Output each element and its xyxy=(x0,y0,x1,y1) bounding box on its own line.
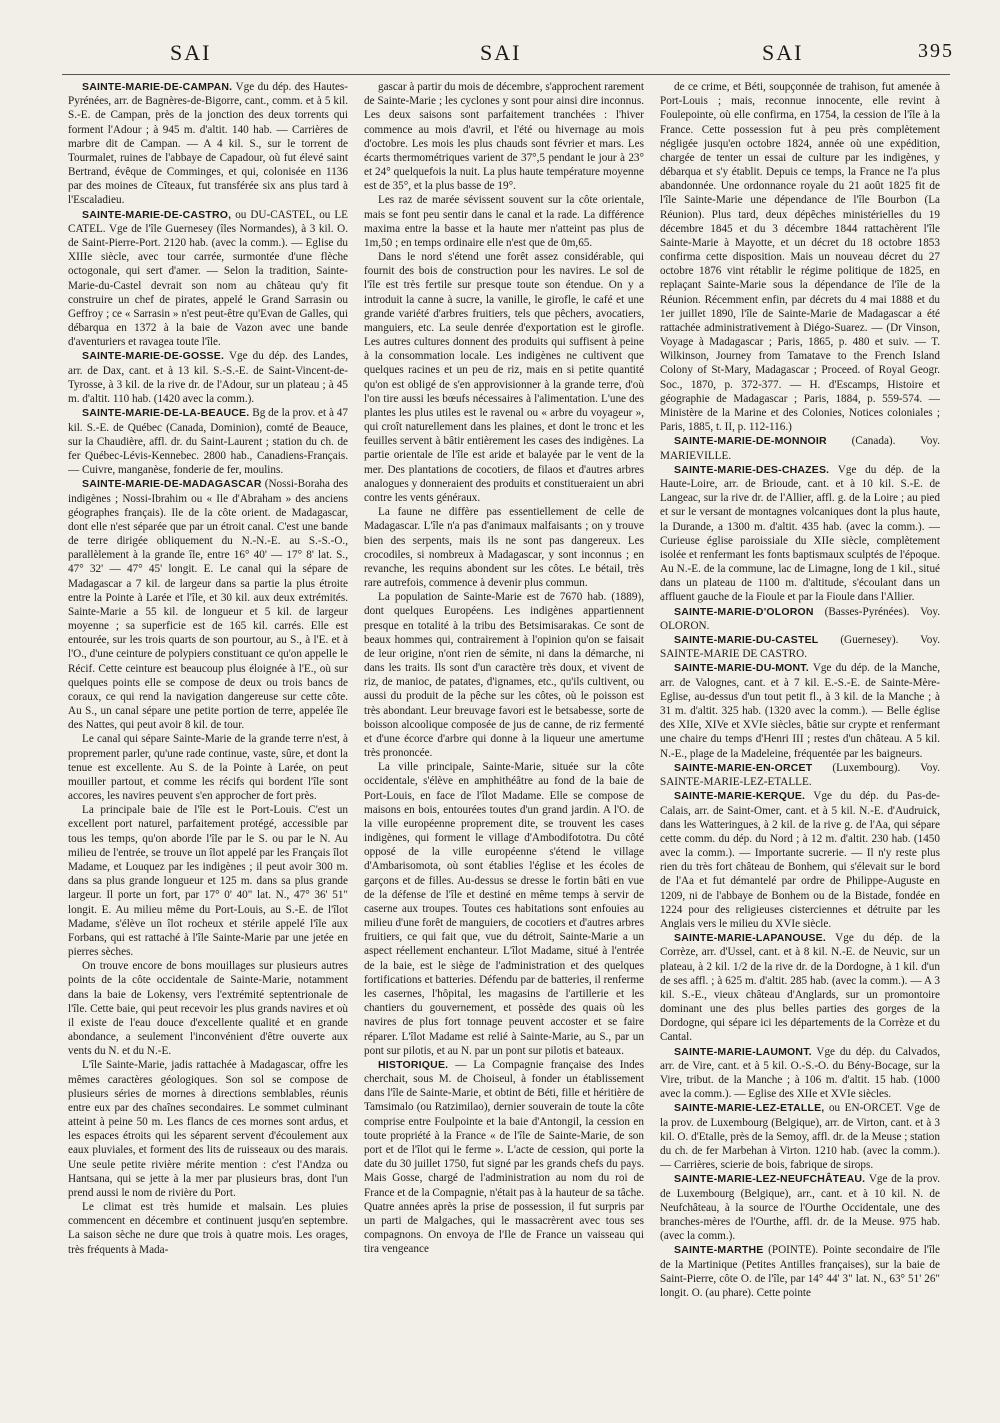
dictionary-entry xyxy=(660,931,940,1044)
header-rule xyxy=(62,74,950,75)
entry-text: Vge du dép. de la Haute-Loire, arr. de Brioude, cant. et à 10 kil. S.-E. de Langeac, sur la rive dr. de l'Allier, affl. g. de la Loire ; au pied et sur le versant de montagnes volcaniques dont la plus haute, la Durande, a 1300 m. d'altit. 435 hab. (avec la comm.). — Curieuse église paroissiale du XIIe siècle, complètement isolée et renfermant les fonts baptismaux sculptés de l'époque. Au N.-E. de la commune, lac de Limagne, long de 1 kil., situé dans un plateau de 1100 m. d'altitude, s'écoulant dans un affluent gauche de la Fioule et par la Fioule dans l'Allier. xyxy=(660,463,940,604)
entry-text: — La Compagnie française des Indes cherchait, sous M. de Choiseul, à fonder un établissement dans l'île de Sainte-Marie, et obtint de Béti, fille et héritière de Tamsimalo (ou Ratzimilao), dernier souverain de toute la côte comprise entre Foulpointe et la baie d'Antongil, la cession en toute propriété à la France « de l'île de Sainte-Marie, de son port et de l'îlot qui le ferme ». L'acte de cession, qui porte la date du 30 juillet 1750, fut signé par les grands chefs du pays. Mais Gosse, chargé de l'administration au nom du roi de France et de la Compagnie, n'était pas à la hauteur de sa tâche. Quatre années après la prise de possession, il fut surpris par un parti de Malgaches, qui le massacrèrent avec tous ses compagnons. On envoya de l'Ile de France un vaisseau qui tira vengeance xyxy=(364,1058,644,1256)
entry-headword: SAINTE-MARTHE xyxy=(674,1244,764,1257)
entry-text: (POINTE). Pointe secondaire de l'île de la Martinique (Petites Antilles françaises), sur la baie de Saint-Pierre, côte O. de l'île, par 14° 44' 3" lat. N., 63° 51' 26" longit. O. (au phare). Cette pointe xyxy=(660,1244,940,1299)
entry-headword: SAINTE-MARIE-KERQUE. xyxy=(674,790,806,803)
dictionary-entry xyxy=(660,1045,940,1102)
entry-text: (Canada). Voy. MARIEVILLE. xyxy=(660,435,940,462)
entry-text: (Basses-Pyrénées). Voy. OLORON. xyxy=(660,605,940,632)
entry-paragraph xyxy=(68,959,348,1058)
entry-text: Vge du dép. des Hautes-Pyrénées, arr. de Bagnères-de-Bigorre, cant., comm. et à 5 kil. S.-E. de Campan, près de la jonction des deux torrents qui forment l'Adour ; à 945 m. d'altit. 140 hab. — Carrières de marbre dit de Campan. — A 4 kil. S., sur le torrent de Tourmalet, ruines de l'abbaye de Capadour, où fut élevé saint Bertrand, évêque de Comminges, et qui, colonisée en 1136 par des moines de Cîteaux, fut transférée six ans plus tard à l'Escaladieu. xyxy=(68,81,348,207)
entry-headword: SAINTE-MARIE-LAPANOUSE. xyxy=(674,932,826,945)
entry-text: Vge du dép. du Calvados, arr. de Vire, cant. et à 5 kil. O.-S.-O. du Bény-Bocage, sur la Vire, tribut. de la Manche ; à 106 m. d'altit. 15 hab. (1000 avec la comm.). — Eglise des XIIe et XVIe siècles. xyxy=(660,1045,940,1101)
entry-headword: SAINTE-MARIE-DE-LA-BEAUCE. xyxy=(82,407,250,420)
entry-paragraph xyxy=(660,80,940,434)
entry-text: (Guernesey). Voy. SAINTE-MARIE DE CASTRO. xyxy=(660,634,940,661)
dictionary-entry xyxy=(364,1058,644,1257)
page-number: 395 xyxy=(918,40,954,62)
text-column-3 xyxy=(660,80,940,1400)
entry-text: gascar à partir du mois de décembre, s'approchent rarement de Sainte-Marie ; les cyclones y sont pour ainsi dire inconnus. Les deux saisons sont parfaitement tranchées : l'hiver commence au mois d'avril, et l'été ou hivernage au mois d'octobre. Les mois les plus chauds sont février et mars. Les écarts thermométriques varient de 37°,5 pendant le jour à 23° et 24° quelquefois la nuit. La plus haute température moyenne est de 35°, et la plus basse de 19°. xyxy=(364,81,644,193)
entry-headword: SAINTE-MARIE-LEZ-NEUFCHÂTEAU. xyxy=(674,1173,866,1186)
entry-text: Vge du dép. de la Manche, arr. de Valognes, cant. et à 7 kil. E.-S.-E. de Sainte-Mère-Eglise, au-dessus d'un tout petit fl., à 3 kil. de la Manche ; à 31 m. d'altit. 325 hab. (1320 avec la comm.). — Belle église des XIIe, XIVe et XVIe siècles, bâtie sur crypte et renfermant une chaire du temps d'Henri III ; restes d'un château. A 5 kil. N.-E., plage de la Madeleine, fréquentée par les baigneurs. xyxy=(660,662,940,760)
running-head-left: SAI xyxy=(170,40,212,65)
entry-text: Le canal qui sépare Sainte-Marie de la grande terre n'est, à proprement parler, qu'une rade continue, vaste, sûre, et dont la tenue est excellente. Au S. de la Pointe à Larée, on peut mouiller partout, et comme les récifs qui bordent l'île sont accores, les navires peuvent s'en approcher de fort près. xyxy=(68,733,348,803)
entry-headword: SAINTE-MARIE-DE-MADAGASCAR xyxy=(82,478,262,491)
dictionary-entry xyxy=(660,633,940,661)
entry-headword: SAINTE-MARIE-DE-GOSSE. xyxy=(82,350,225,363)
entry-text: Le climat est très humide et malsain. Les pluies commencent en décembre et continuent jusqu'en septembre. La saison sèche ne dure que trois à quatre mois. Les orages, très fréquents à Mada- xyxy=(68,1201,348,1256)
entry-headword: HISTORIQUE. xyxy=(378,1058,449,1071)
dictionary-entry xyxy=(68,406,348,477)
entry-headword: SAINTE-MARIE-LAUMONT. xyxy=(674,1045,812,1058)
entry-text: ou EN-ORCET. Vge de la prov. de Luxembourg (Belgique), arr. de Virton, cant. et à 3 kil. O. d'Etalle, près de la Semoy, affl. dr. de la Meuse ; station du ch. de fer Marbehan à Virton. 1210 hab. (avec la comm.). — Carrières, scierie de bois, fabrique de sirops. xyxy=(660,1102,940,1172)
dictionary-entry xyxy=(68,349,348,406)
entry-paragraph xyxy=(364,590,644,760)
dictionary-entry xyxy=(660,463,940,605)
entry-text: Dans le nord s'étend une forêt assez considérable, qui fournit des bois de construction pour les navires. Le sol de l'île est très fertile sur presque toute son étendue. On y a introduit la canne à sucre, la vanille, le girofle, le café et une grande variété d'arbres fruitiers, tels que pêchers, avocatiers, manguiers, etc. La seule denrée d'exportation est le girofle. Les autres cultures donnent des produits qui suffisent à peine à la consommation locale. Les indigènes ne cultivent que quelques racines et un peu de riz, mais en si petite quantité qu'on est obligé de s'en approvisionner à la grande terre, d'où l'on tire aussi les bœufs nécessaires à l'alimentation. L'une des plantes les plus utiles est le ravenal ou « arbre du voyageur », qui croît naturellement dans les plaines, et dont le tronc et les feuilles servent à bâtir entièrement les cases des indigènes. La partie orientale de l'île est aride et balayée par le vent de la mer. Des plantations de cocotiers, de filaos et d'autres arbres analogues y donneraient des produits et constitueraient un abri contre les vents généraux. xyxy=(364,251,644,504)
running-head-center: SAI xyxy=(480,40,522,65)
dictionary-entry xyxy=(68,477,348,732)
entry-headword: SAINTE-MARIE-DE-MONNOIR xyxy=(674,435,827,448)
entry-paragraph xyxy=(364,250,644,505)
entry-text: Vge de la prov. de Luxembourg (Belgique), arr., cant. et à 10 kil. N. de Neufchâteau, à la source de l'Ourthe Occidentale, une des branches-mères de l'Ourthe, affl. dr. de la Meuse. 975 hab. (avec la comm.). xyxy=(660,1173,940,1243)
entry-paragraph xyxy=(68,1058,348,1200)
entry-headword: SAINTE-MARIE-D'OLORON xyxy=(674,605,814,618)
entry-headword: SAINTE-MARIE-LEZ-ETALLE, xyxy=(674,1102,825,1115)
entry-text: (Luxembourg). Voy. SAINTE-MARIE-LEZ-ETALLE. xyxy=(660,761,940,789)
dictionary-entry xyxy=(660,789,940,931)
dictionary-entry xyxy=(660,1172,940,1243)
dictionary-entry xyxy=(660,661,940,760)
entry-headword: SAINTE-MARIE-DU-CASTEL xyxy=(674,634,819,647)
entry-text: Vge du dép. du Pas-de-Calais, arr. de Saint-Omer, cant. et à 5 kil. N.-E. d'Audruick, dans les Watteringues, à 2 kil. de la rive g. de l'Aa, qui sépare cette comm. du dép. du Nord ; à 12 m. d'altit. 230 hab. (1450 avec la comm.). — Importante sucrerie. — Il n'y reste plus rien du très fort château de Bonhem, qui s'élevait sur le bord de l'Aa et fut démantelé par ordre de Philippe-Auguste en 1209, ni de l'abbaye de Bonhem ou de la Bistade, fondée en 1224 pour des religieuses cisterciennes et détruite par les Anglais vers le milieu du XVIe siècle. xyxy=(660,790,940,930)
entry-headword: SAINTE-MARIE-EN-ORCET xyxy=(674,761,813,774)
entry-headword: SAINTE-MARIE-DES-CHAZES. xyxy=(674,463,830,476)
dictionary-entry xyxy=(660,1101,940,1172)
entry-text: La principale baie de l'île est le Port-Louis. C'est un excellent port naturel, parfaitement protégé, accessible par tous les temps, qu'on aborde l'île par le S. ou par le N. Au milieu de l'entrée, se trouve un îlot appelé par les Français îlot Madame, et Louquez par les indigènes ; il peut avoir 300 m. dans sa plus grande longueur et 125 m. dans sa plus grande largeur. Il porte un fort, par 17° 0' 40" lat. N., 47° 36' 51" longit. E. Au milieu même du Port-Louis, au S.-E. de l'îlot Madame, s'élève un îlot rocheux et stérile appelé l'île aux Forbans, qui est rattaché à l'île Sainte-Marie par une jetée en pierres sèches. xyxy=(68,804,348,959)
entry-text: Vge du dép. de la Corrèze, arr. d'Ussel, cant. et à 8 kil. N.-E. de Neuvic, sur un plateau, à 2 kil. 1/2 de la rive dr. de la Dordogne, à 1 kil. d'un de ses affl. ; à 625 m. d'altit. 285 hab. (avec la comm.). — A 3 kil. S.-E., vieux château d'Anglards, sur un promontoire dominant une des plus belles parties des gorges de la Dordogne, qui sépare ici les départements de la Corrèze et du Cantal. xyxy=(660,932,940,1044)
entry-paragraph xyxy=(364,193,644,250)
entry-headword: SAINTE-MARIE-DE-CASTRO, xyxy=(82,208,232,221)
entry-paragraph xyxy=(364,760,644,1058)
running-head-right: SAI xyxy=(762,40,804,65)
entry-paragraph xyxy=(68,732,348,803)
entry-text: La population de Sainte-Marie est de 7670 hab. (1889), dont quelques Européens. Les indigènes appartiennent presque en totalité à la tribu des Betsimisarakas. Ce sont de beaux hommes qui, contrairement à l'opinion qu'on se faisait de leur origine, n'ont rien de sémite, ni dans la démarche, ni dans les traits. Ils sont d'un caractère très doux, et vivent de riz, de manioc, de patates, d'ignames, etc., qu'ils cultivent, ou aussi du produit de la pêche sur les côtes, où le poisson est très abondant. Leur breuvage favori est le betsabesse, sorte de boisson alcoolique composée de jus de canne, de riz fermenté et d'une écorce d'arbre qui donne à la liqueur une amertume très prononcée. xyxy=(364,591,644,760)
entry-text: On trouve encore de bons mouillages sur plusieurs autres points de la côte occidentale de Sainte-Marie, notamment dans la baie de Lokensy, vers l'extrémité septentrionale de l'île. Cette baie, qui peut recevoir les plus grands navires et où il existe de l'eau douce d'excellente qualité et en grande abondance, a seulement l'inconvénient d'être ouverte aux vents du N. et du N.-E. xyxy=(68,960,348,1058)
entry-text: Vge du dép. des Landes, arr. de Dax, cant. et à 13 kil. S.-S.-E. de Saint-Vincent-de-Tyrosse, à 3 kil. de la rive dr. de l'Adour, sur un plateau ; à 45 m. d'altit. 110 hab. (1420 avec la comm.). xyxy=(68,350,348,406)
entry-paragraph xyxy=(364,80,644,193)
dictionary-entry xyxy=(68,208,348,350)
entry-text: de ce crime, et Béti, soupçonnée de trahison, fut amenée à Port-Louis ; mais, reconnue innocente, elle revint à Foulepointe, où elle confirma, en 1754, la cession de l'île à la France. Cette possession fut à peu près complètement négligée jusqu'en octobre 1824, année où une expédition, chargée de tenter un essai de culture par les indigènes, y débarqua et s'y établit. Depuis ce temps, la France ne l'a plus abandonnée. Une ordonnance royale du 21 août 1825 fit de l'île Sainte-Marie une dépendance de l'île Bourbon (La Réunion). Plus tard, deux dépêches ministérielles du 19 décembre 1845 et du 3 décembre 1844 rattachèrent l'île Sainte-Marie à Mayotte, et un décret du 18 octobre 1853 confirma cette disposition. Mais un nouveau décret du 27 octobre 1876 vint rétablir le régime politique de 1825, en replaçant Sainte-Marie sous la dépendance de l'île de la Réunion. Récemment enfin, par décrets du 4 mai 1888 et du 1er juillet 1890, l'île de Sainte-Marie de Madagascar a été rattachée administrativement à Diégo-Suarez. — (Dr Vinson, Voyage à Madagascar ; Paris, 1865, p. 480 et suiv. — T. Wilkinson, Journey from Tamatave to the French Island Colony of St-Mary, Madagascar ; Proceed. of Royal Geogr. Soc., 1870, p. 372-377. — H. d'Escamps, Histoire et géographie de Madagascar ; Paris, 1884, p. 559-574. — Ministère de la Marine et des Colonies, Notices coloniales ; Paris, 1885, t. II, p. 112-116.) xyxy=(660,81,940,434)
entry-text: La faune ne diffère pas essentiellement de celle de Madagascar. L'île n'a pas d'animaux malfaisants ; on y trouve bien des serpents, mais ils ne sont pas dangereux. Les crocodiles, si nombreux à Madagascar, y sont inconnus ; en revanche, les requins abondent sur les côtes. Le bétail, très rare autrefois, commence à devenir plus commun. xyxy=(364,506,644,590)
entry-text: L'île Sainte-Marie, jadis rattachée à Madagascar, offre les mêmes caractères géologiques. Son sol se compose de plusieurs séries de mornes à directions semblables, réunis entre eux par des chaînes secondaires. Le sommet culminant atteint à peine 50 m. Les flancs de ces mornes sont ardus, et les espaces étroits qui les séparent servent d'écoulement aux eaux pluviales, et forment des lits de ruisseaux ou des marais. Une seule petite rivière mérite mention : c'est l'Andza ou Hantsana, qui se jette à la mer par plusieurs bras, dont l'un prend aussi le nom de rivière du Port. xyxy=(68,1059,348,1199)
dictionary-entry xyxy=(660,1243,940,1300)
dictionary-entry xyxy=(660,605,940,633)
text-column-1 xyxy=(68,80,348,1400)
entry-text: Les raz de marée sévissent souvent sur la côte orientale, mais se font peu sentir dans le canal et la rade. La différence maxima entre la basse et la haute mer n'atteint pas plus de 1m,50 ; en temps ordinaire elle n'est que de 0m,65. xyxy=(364,194,644,249)
entry-headword: SAINTE-MARIE-DE-CAMPAN. xyxy=(82,81,233,93)
entry-text: Bg de la prov. et à 47 kil. S.-E. de Québec (Canada, Dominion), comté de Beauce, sur la Chaudière, affl. dr. du Saint-Laurent ; station du ch. de fer Québec-Lévis-Kennebec. 2800 hab., Canadiens-Français. — Cuivre, manganèse, fonderie de fer, moulins. xyxy=(68,407,348,477)
dictionary-entry xyxy=(660,761,940,789)
entry-paragraph xyxy=(68,803,348,959)
entry-text: La ville principale, Sainte-Marie, située sur la côte occidentale, s'élève en amphithéâtre au fond de la baie de Port-Louis, en face de l'îlot Madame. Elle se compose de maisons en bois, entourées toutes d'un grand jardin. A l'O. de la ville européenne proprement dite, se trouvent les cases indigènes, qui forment le village d'Ambodifototra. Du côté opposé de la ville européenne s'étend le village d'Ambarisomota, où sont établies l'église et les écoles de garçons et de filles. Au-dessus se dresse le fortin bâti en vue de la défense de l'île et destiné en même temps à servir de caserne aux troupes. Toutes ces habitations sont enfouies au milieu d'une forêt de manguiers, de cocotiers et d'autres arbres fruitiers, ce qui fait que, vue du détroit, Sainte-Marie a un aspect réellement enchanteur. L'îlot Madame, situé à l'entrée de la baie, est le siège de l'administration et des quelques fortifications et batteries. Défendu par de batteries, il renferme les casernes, l'hôpital, les magasins de l'artillerie et les chantiers du gouvernement, et possède des quais où les navires de plus fort tonnage peuvent accoster et se faire réparer. L'îlot Madame est relié à Sainte-Marie, au S., par un pont sur pilotis, et au N. par un pont sur pilotis et bateaux. xyxy=(364,761,644,1057)
entry-paragraph xyxy=(68,1200,348,1257)
dictionary-entry xyxy=(68,80,348,208)
entry-text: (Nossi-Boraha des indigènes ; Nossi-Ibrahim ou « Ile d'Abraham » des anciens géographes français). Ile de la côte orient. de Madagascar, dont elle n'est séparée que par un étroit canal. C'est une bande de terre dirigée obliquement du N.-N.-E. au S.-S.-O., parallèlement à la grande île, entre 16° 40' — 17° 8' lat. S., 47° 32' — 47° 45' longit. E. Le canal qui la sépare de Madagascar a 7 kil. de largeur dans sa partie la plus étroite entre la Pointe à Larée et l'île, et 30 kil. aux deux extrémités. Sainte-Marie a 55 kil. de longueur et 5 kil. de largeur moyenne ; sa superficie est de 165 kil. carrés. Elle est entourée, sur les trois quarts de son pourtour, au S., à l'E. et à l'O., d'une ceinture de polypiers constituant ce qu'on appelle le Récif. Cette ceinture est beaucoup plus éloignée à l'E., où sur quelques points elle se compose de deux ou trois bancs de coraux, ce qui rend la navigation dangereuse sur cette côte. Au S., un canal sépare une petite portion de terre, appelée île des Nattes, qui peut avoir 8 kil. de tour. xyxy=(68,478,348,732)
dictionary-entry xyxy=(660,434,940,462)
entry-text: ou DU-CASTEL, ou LE CATEL. Vge de l'île Guernesey (îles Normandes), à 3 kil. O. de Saint-Pierre-Port. 2120 hab. (avec la comm.). — Eglise du XIIIe siècle, avec tour carrée, surmontée d'une flèche octogonale, qui sert d'amer. — Selon la tradition, Sainte-Marie-du-Castel devrait son nom au château qu'y fit construire un chef de pirates, appelé le Grand Sarrasin ou Geffroy ; ce « Sarrasin » n'est peut-être qu'Evan de Galles, qui débarqua en 1372 à la baie de Vazon avec une bande d'aventuriers et ravagea toute l'île. xyxy=(68,208,348,349)
entry-paragraph xyxy=(364,505,644,590)
entry-headword: SAINTE-MARIE-DU-MONT. xyxy=(674,662,809,675)
text-column-2 xyxy=(364,80,644,1400)
